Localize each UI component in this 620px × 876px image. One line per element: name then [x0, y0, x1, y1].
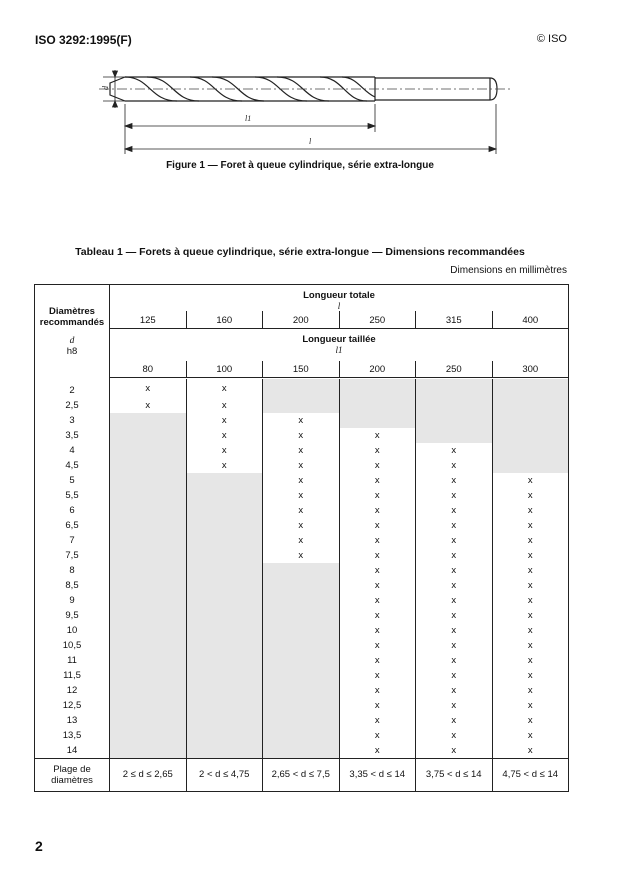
- row-header-symbol: d: [69, 336, 75, 347]
- empty-cell: [110, 638, 187, 653]
- diameter-cell: 10: [35, 623, 110, 638]
- empty-cell: [416, 428, 493, 443]
- empty-cell: [263, 593, 340, 608]
- cut-length-value: 300: [492, 361, 569, 378]
- cut-length-value: 150: [263, 361, 340, 378]
- mark-cell: x: [492, 668, 569, 683]
- range-row: [35, 758, 569, 791]
- row-header-line2: recommandés: [39, 317, 105, 329]
- mark-cell: x: [186, 458, 263, 473]
- mark-cell: x: [186, 413, 263, 428]
- mark-cell: x: [339, 713, 416, 728]
- empty-cell: [416, 379, 493, 398]
- empty-cell: [186, 638, 263, 653]
- empty-cell: [492, 398, 569, 413]
- mark-cell: x: [416, 473, 493, 488]
- table-row: [35, 653, 569, 668]
- empty-cell: [186, 578, 263, 593]
- total-length-symbol: l: [337, 300, 341, 311]
- empty-cell: [110, 578, 187, 593]
- diameter-cell: 5: [35, 473, 110, 488]
- empty-cell: [110, 428, 187, 443]
- diameter-cell: 6: [35, 503, 110, 518]
- mark-cell: x: [339, 653, 416, 668]
- mark-cell: x: [416, 518, 493, 533]
- cut-length-value: 100: [186, 361, 263, 378]
- diameter-cell: 2,5: [35, 398, 110, 413]
- empty-cell: [186, 728, 263, 743]
- table-caption: Tableau 1 — Forets à queue cylindrique, série extra-longue — Dimensions recommandées: [75, 246, 525, 258]
- cut-length-header: [110, 329, 569, 361]
- mark-cell: x: [186, 379, 263, 398]
- mark-cell: x: [416, 638, 493, 653]
- empty-cell: [263, 653, 340, 668]
- diameter-cell: 8: [35, 563, 110, 578]
- empty-cell: [186, 593, 263, 608]
- table-row: [35, 548, 569, 563]
- diameter-cell: 9: [35, 593, 110, 608]
- mark-cell: x: [492, 488, 569, 503]
- mark-cell: x: [416, 533, 493, 548]
- table-row: [35, 578, 569, 593]
- table-row: [35, 398, 569, 413]
- mark-cell: x: [416, 683, 493, 698]
- empty-cell: [263, 379, 340, 398]
- empty-cell: [110, 413, 187, 428]
- table-row: [35, 488, 569, 503]
- empty-cell: [263, 728, 340, 743]
- range-value: 2 ≤ d ≤ 2,65: [110, 758, 187, 791]
- range-value: 3,35 < d ≤ 14: [339, 758, 416, 791]
- diameter-cell: 7,5: [35, 548, 110, 563]
- diameter-cell: 10,5: [35, 638, 110, 653]
- dimensions-table: [34, 284, 569, 792]
- mark-cell: x: [263, 503, 340, 518]
- mark-cell: x: [339, 608, 416, 623]
- mark-cell: x: [416, 563, 493, 578]
- diameter-cell: 11,5: [35, 668, 110, 683]
- mark-cell: x: [416, 593, 493, 608]
- empty-cell: [186, 503, 263, 518]
- empty-cell: [263, 563, 340, 578]
- mark-cell: x: [416, 698, 493, 713]
- cut-length-value: 80: [142, 364, 154, 375]
- diameter-cell: 3,5: [35, 428, 110, 443]
- diameter-cell: 13,5: [35, 728, 110, 743]
- mark-cell: x: [339, 698, 416, 713]
- table-row: [35, 473, 569, 488]
- empty-cell: [186, 563, 263, 578]
- mark-cell: x: [263, 413, 340, 428]
- diameter-cell: 12,5: [35, 698, 110, 713]
- empty-cell: [263, 398, 340, 413]
- empty-cell: [110, 488, 187, 503]
- empty-cell: [110, 653, 187, 668]
- mark-cell: x: [492, 698, 569, 713]
- table-row: [35, 443, 569, 458]
- empty-cell: [110, 548, 187, 563]
- mark-cell: x: [339, 743, 416, 759]
- mark-cell: x: [416, 548, 493, 563]
- copyright-mark: © ISO: [536, 33, 567, 45]
- range-value: 2,65 < d ≤ 7,5: [263, 758, 340, 791]
- empty-cell: [110, 608, 187, 623]
- mark-cell: x: [339, 593, 416, 608]
- total-length-value: 315: [416, 311, 493, 329]
- empty-cell: [110, 728, 187, 743]
- empty-cell: [110, 713, 187, 728]
- empty-cell: [186, 518, 263, 533]
- mark-cell: x: [492, 623, 569, 638]
- mark-cell: x: [492, 653, 569, 668]
- mark-cell: x: [339, 728, 416, 743]
- empty-cell: [110, 518, 187, 533]
- mark-cell: x: [339, 623, 416, 638]
- mark-cell: x: [339, 638, 416, 653]
- mark-cell: x: [339, 443, 416, 458]
- empty-cell: [186, 683, 263, 698]
- empty-cell: [186, 473, 263, 488]
- total-length-value: 400: [492, 311, 569, 329]
- table-row: [35, 518, 569, 533]
- empty-cell: [339, 398, 416, 413]
- empty-cell: [263, 578, 340, 593]
- mark-cell: x: [492, 503, 569, 518]
- cut-length-value: 250: [416, 361, 493, 378]
- diameter-cell: 11: [35, 653, 110, 668]
- total-length-value: 200: [263, 311, 340, 329]
- mark-cell: x: [416, 743, 493, 759]
- range-value: 4,75 < d ≤ 14: [492, 758, 569, 791]
- empty-cell: [110, 743, 187, 759]
- drill-drawing: [95, 70, 515, 160]
- mark-cell: x: [339, 458, 416, 473]
- empty-cell: [416, 413, 493, 428]
- diameter-label: d: [101, 86, 110, 90]
- mark-cell: x: [416, 488, 493, 503]
- table-row: [35, 638, 569, 653]
- diameter-cell: 2: [35, 379, 110, 398]
- table-row: [35, 713, 569, 728]
- mark-cell: x: [492, 548, 569, 563]
- mark-cell: x: [416, 623, 493, 638]
- total-length-dimension: [125, 147, 496, 152]
- mark-cell: x: [186, 428, 263, 443]
- empty-cell: [110, 473, 187, 488]
- table-row: [35, 623, 569, 638]
- table-row: [35, 668, 569, 683]
- mark-cell: x: [492, 533, 569, 548]
- mark-cell: x: [145, 382, 151, 394]
- mark-cell: x: [263, 473, 340, 488]
- table-row: [35, 563, 569, 578]
- diameter-cell: 4: [35, 443, 110, 458]
- empty-cell: [186, 743, 263, 759]
- diameter-cell: 4,5: [35, 458, 110, 473]
- mark-cell: x: [186, 443, 263, 458]
- range-value: 2 < d ≤ 4,75: [186, 758, 263, 791]
- mark-cell: x: [263, 428, 340, 443]
- mark-cell: x: [145, 399, 151, 411]
- diameter-cell: 8,5: [35, 578, 110, 593]
- empty-cell: [263, 638, 340, 653]
- total-length-value: 160: [186, 311, 263, 329]
- table-row: [35, 698, 569, 713]
- empty-cell: [263, 683, 340, 698]
- empty-cell: [110, 683, 187, 698]
- total-length-title: Longueur totale: [303, 289, 375, 301]
- empty-cell: [339, 379, 416, 398]
- diameter-cell: 5,5: [35, 488, 110, 503]
- empty-cell: [186, 623, 263, 638]
- empty-cell: [263, 668, 340, 683]
- mark-cell: x: [339, 518, 416, 533]
- mark-cell: x: [339, 488, 416, 503]
- empty-cell: [263, 623, 340, 638]
- mark-cell: x: [416, 713, 493, 728]
- mark-cell: x: [492, 473, 569, 488]
- total-length-label: l: [309, 137, 312, 146]
- diameter-cell: 13: [35, 713, 110, 728]
- standard-number: ISO 3292:1995(F): [35, 33, 132, 47]
- mark-cell: x: [339, 668, 416, 683]
- empty-cell: [186, 713, 263, 728]
- total-length-header: [110, 285, 569, 311]
- diameter-cell: 12: [35, 683, 110, 698]
- empty-cell: [110, 593, 187, 608]
- mark-cell: x: [416, 608, 493, 623]
- table-row: [35, 728, 569, 743]
- empty-cell: [263, 743, 340, 759]
- total-length-value: 250: [339, 311, 416, 329]
- empty-cell: [492, 379, 569, 398]
- empty-cell: [492, 458, 569, 473]
- mark-cell: x: [339, 503, 416, 518]
- mark-cell: x: [492, 638, 569, 653]
- empty-cell: [110, 533, 187, 548]
- empty-cell: [110, 698, 187, 713]
- diameter-cell: 9,5: [35, 608, 110, 623]
- mark-cell: x: [492, 713, 569, 728]
- table-row: [35, 458, 569, 473]
- table-row: [35, 413, 569, 428]
- row-header-line1: Diamètres: [49, 306, 95, 318]
- empty-cell: [110, 458, 187, 473]
- mark-cell: x: [416, 503, 493, 518]
- diameter-cell: 7: [35, 533, 110, 548]
- diameter-cell: 3: [35, 413, 110, 428]
- mark-cell: x: [416, 443, 493, 458]
- figure-caption: Figure 1 — Foret à queue cylindrique, série extra-longue: [166, 160, 434, 171]
- mark-cell: x: [339, 563, 416, 578]
- empty-cell: [263, 713, 340, 728]
- mark-cell: x: [416, 653, 493, 668]
- mark-cell: x: [492, 563, 569, 578]
- empty-cell: [110, 443, 187, 458]
- empty-cell: [263, 608, 340, 623]
- mark-cell: x: [339, 473, 416, 488]
- mark-cell: x: [339, 548, 416, 563]
- mark-cell: x: [263, 548, 340, 563]
- mark-cell: x: [492, 518, 569, 533]
- units-note: Dimensions en millimètres: [450, 265, 567, 276]
- empty-cell: [186, 488, 263, 503]
- mark-cell: x: [416, 728, 493, 743]
- mark-cell: x: [186, 398, 263, 413]
- empty-cell: [110, 668, 187, 683]
- mark-cell: x: [492, 608, 569, 623]
- empty-cell: [186, 668, 263, 683]
- mark-cell: x: [339, 683, 416, 698]
- empty-cell: [186, 548, 263, 563]
- empty-cell: [263, 698, 340, 713]
- empty-cell: [110, 503, 187, 518]
- total-length-value: 125: [139, 315, 156, 326]
- mark-cell: x: [492, 728, 569, 743]
- table-row: [35, 379, 569, 398]
- mark-cell: x: [339, 428, 416, 443]
- empty-cell: [186, 608, 263, 623]
- cut-length-label: l1: [245, 114, 252, 123]
- table-row: [35, 593, 569, 608]
- row-header-tolerance: h8: [66, 346, 78, 358]
- empty-cell: [492, 413, 569, 428]
- range-value: 3,75 < d ≤ 14: [416, 758, 493, 791]
- cut-length-value: 200: [339, 361, 416, 378]
- empty-cell: [492, 428, 569, 443]
- row-header-cell: [35, 285, 110, 379]
- empty-cell: [110, 563, 187, 578]
- mark-cell: x: [416, 668, 493, 683]
- range-label: Plage de diamètres: [35, 758, 110, 791]
- mark-cell: x: [492, 683, 569, 698]
- mark-cell: x: [492, 743, 569, 759]
- cut-length-symbol: l1: [335, 345, 343, 356]
- empty-cell: [492, 443, 569, 458]
- mark-cell: x: [339, 533, 416, 548]
- mark-cell: x: [263, 458, 340, 473]
- cut-length-dimension: [125, 124, 375, 129]
- table-row: [35, 533, 569, 548]
- table-row: [35, 503, 569, 518]
- empty-cell: [339, 413, 416, 428]
- empty-cell: [186, 698, 263, 713]
- mark-cell: x: [416, 578, 493, 593]
- empty-cell: [416, 398, 493, 413]
- mark-cell: x: [263, 533, 340, 548]
- empty-cell: [186, 653, 263, 668]
- mark-cell: x: [492, 578, 569, 593]
- diameter-cell: 6,5: [35, 518, 110, 533]
- mark-cell: x: [339, 578, 416, 593]
- diameter-cell: 14: [35, 743, 110, 759]
- table-row: [35, 743, 569, 759]
- cut-length-title: Longueur taillée: [302, 334, 376, 346]
- table-row: [35, 428, 569, 443]
- mark-cell: x: [416, 458, 493, 473]
- table-row: [35, 608, 569, 623]
- empty-cell: [110, 623, 187, 638]
- mark-cell: x: [492, 593, 569, 608]
- table-row: [35, 683, 569, 698]
- mark-cell: x: [263, 443, 340, 458]
- page-number: 2: [35, 838, 43, 854]
- mark-cell: x: [263, 488, 340, 503]
- mark-cell: x: [263, 518, 340, 533]
- empty-cell: [186, 533, 263, 548]
